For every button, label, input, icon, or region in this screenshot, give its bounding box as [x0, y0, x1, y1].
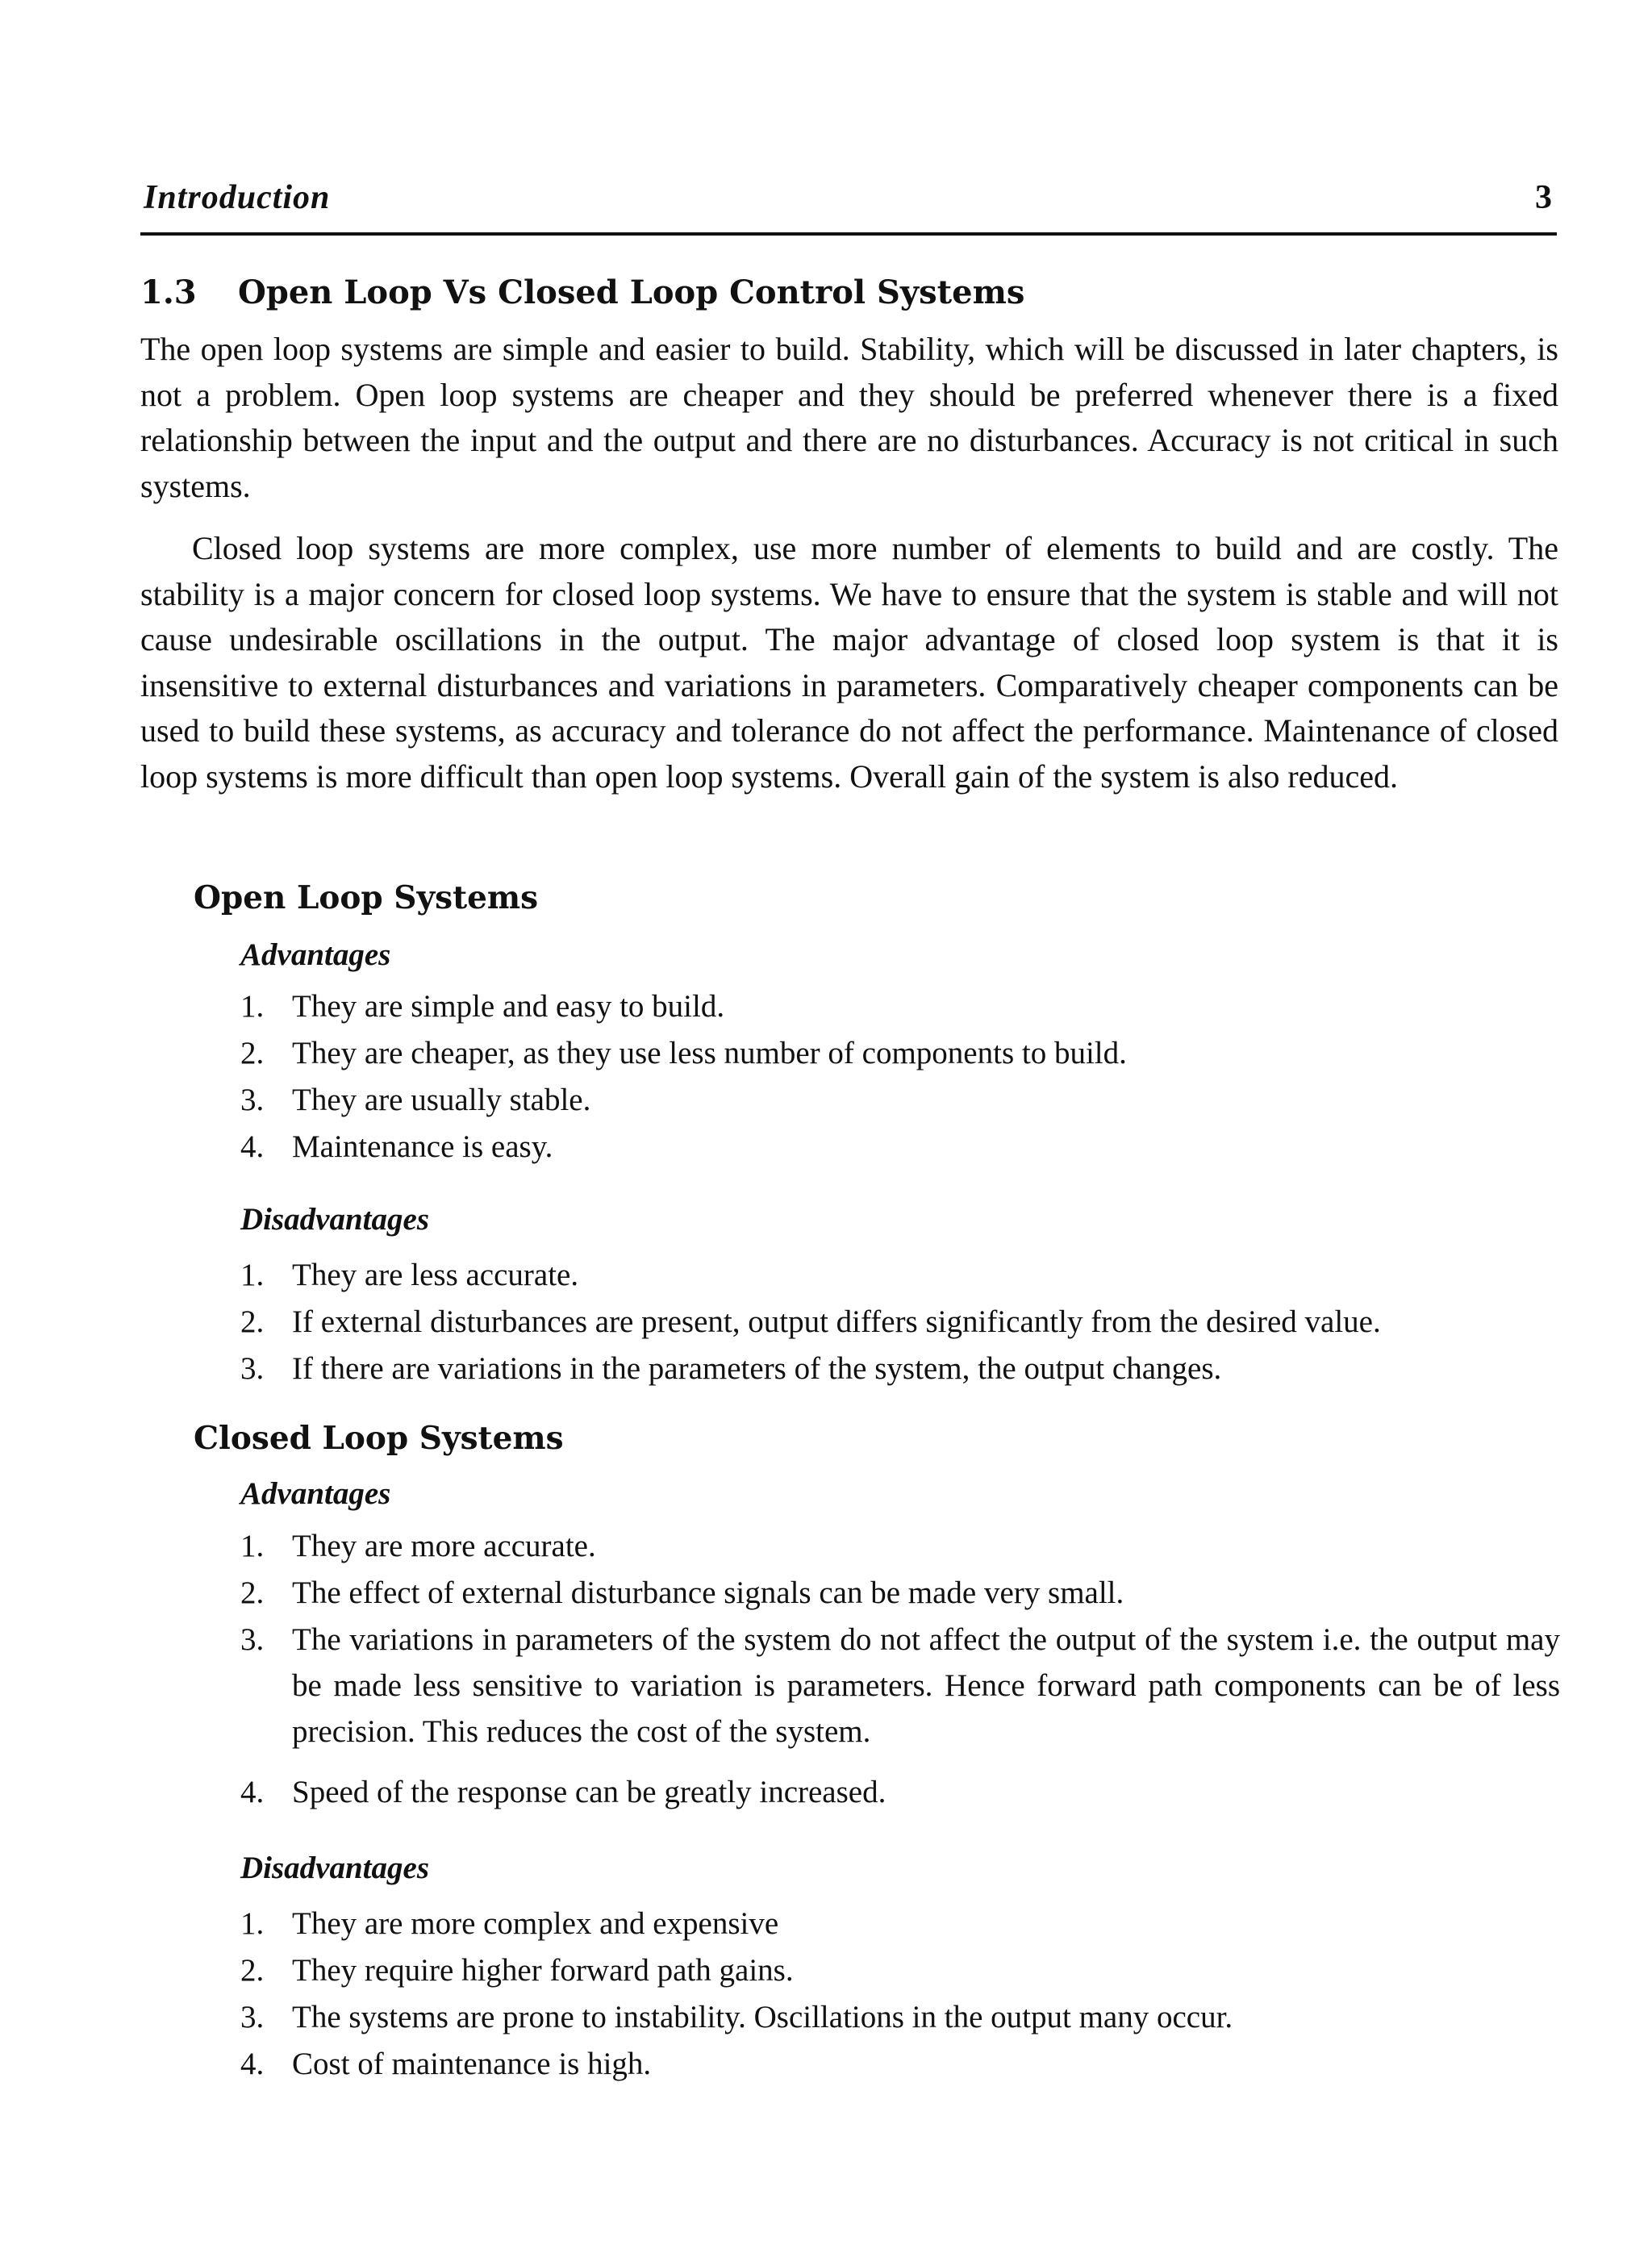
list-item: [240, 1994, 1560, 2041]
open-loop-advantages-label: Advantages: [240, 937, 391, 972]
item-number: 4.: [240, 1775, 265, 1809]
item-number: 2.: [240, 1575, 265, 1610]
list-item: [240, 1346, 1560, 1392]
closed-loop-disadvantages-label: Disadvantages: [240, 1851, 429, 1885]
list-item: [240, 1077, 1560, 1124]
closed-loop-advantages-list: [240, 1523, 1560, 1816]
closed-loop-advantages-label: Advantages: [240, 1476, 391, 1511]
list-item: [240, 2041, 1560, 2088]
open-loop-disadvantages-label: Disadvantages: [240, 1202, 429, 1237]
open-loop-disadvantages-list: [240, 1252, 1560, 1392]
item-text: They are cheaper, as they use less number of components to build.: [292, 1036, 1127, 1070]
item-number: 3.: [240, 2000, 265, 2034]
paragraph-closed-loop-intro: Closed loop systems are more complex, use more number of elements to build and are costly. The stability is a major concern for closed loop systems. We have to ensure that the system is stable and will not cause undesirable oscillations in the output. The major advantage of closed loop system is that it is insensitive to external disturbances and variations in parameters. Comparatively cheaper components can be used to build these systems, as accuracy and tolerance do not affect the performance. Maintenance of closed loop systems is more difficult than open loop systems. Overall gain of the system is also reduced.: [140, 530, 1558, 795]
closed-loop-disadvantages-list: [240, 1901, 1560, 2088]
item-number: 3.: [240, 1622, 265, 1657]
list-item: [240, 1030, 1560, 1077]
list-item: [240, 1523, 1560, 1570]
item-text: The systems are prone to instability. Oscillations in the output many occur.: [292, 2000, 1233, 2034]
item-text: Speed of the response can be greatly increased.: [292, 1775, 886, 1809]
item-number: 2.: [240, 1036, 265, 1070]
item-text: They are more complex and expensive: [292, 1906, 779, 1941]
closed-loop-heading: Closed Loop Systems: [194, 1420, 564, 1457]
item-number: 3.: [240, 1083, 265, 1117]
item-number: 1.: [240, 1529, 265, 1563]
item-text: The variations in parameters of the system do not affect the output of the system i.e. the output may be made less sensitive to variation is parameters. Hence forward path components can be of less precision. This reduces the cost of the system.: [292, 1622, 1560, 1749]
section-title: Open Loop Vs Closed Loop Control Systems: [238, 273, 1025, 311]
open-loop-advantages-list: [240, 983, 1560, 1171]
list-item: [240, 983, 1560, 1030]
item-text: If external disturbances are present, output differs significantly from the desired value.: [292, 1304, 1381, 1339]
open-loop-heading: Open Loop Systems: [194, 879, 539, 916]
item-number: 2.: [240, 1953, 265, 1988]
chapter-title: Introduction: [144, 179, 331, 216]
item-text: They are usually stable.: [292, 1083, 591, 1117]
list-item: [240, 1570, 1560, 1617]
paragraph-open-loop-intro: The open loop systems are simple and easier to build. Stability, which will be discussed in later chapters, is not a problem. Open loop systems are cheaper and they should be preferred whenever there is a fixed relationship between the input and the output and there are no disturbances. Accuracy is not critical in such systems.: [140, 331, 1558, 504]
item-number: 1.: [240, 989, 265, 1024]
item-number: 4.: [240, 1129, 265, 1164]
list-item: [240, 1947, 1560, 1994]
running-header: [140, 176, 1557, 236]
list-item: [240, 1901, 1560, 1947]
item-number: 1.: [240, 1258, 265, 1292]
list-item: [240, 1617, 1560, 1755]
item-text: They require higher forward path gains.: [292, 1953, 794, 1988]
item-text: They are simple and easy to build.: [292, 989, 725, 1024]
item-number: 3.: [240, 1351, 265, 1386]
item-text: If there are variations in the parameters of the system, the output changes.: [292, 1351, 1222, 1386]
item-text: They are more accurate.: [292, 1529, 596, 1563]
item-text: Maintenance is easy.: [292, 1129, 553, 1164]
page-number: 3: [1535, 179, 1552, 216]
list-item: [240, 1252, 1560, 1299]
section-heading: [140, 271, 1024, 315]
list-item: [240, 1299, 1560, 1346]
item-text: The effect of external disturbance signals can be made very small.: [292, 1575, 1124, 1610]
section-number: 1.3: [140, 273, 197, 311]
list-item: [240, 1769, 1560, 1816]
item-number: 4.: [240, 2047, 265, 2081]
list-item: [240, 1124, 1560, 1171]
item-text: Cost of maintenance is high.: [292, 2047, 652, 2081]
item-text: They are less accurate.: [292, 1258, 579, 1292]
item-number: 1.: [240, 1906, 265, 1941]
item-number: 2.: [240, 1304, 265, 1339]
